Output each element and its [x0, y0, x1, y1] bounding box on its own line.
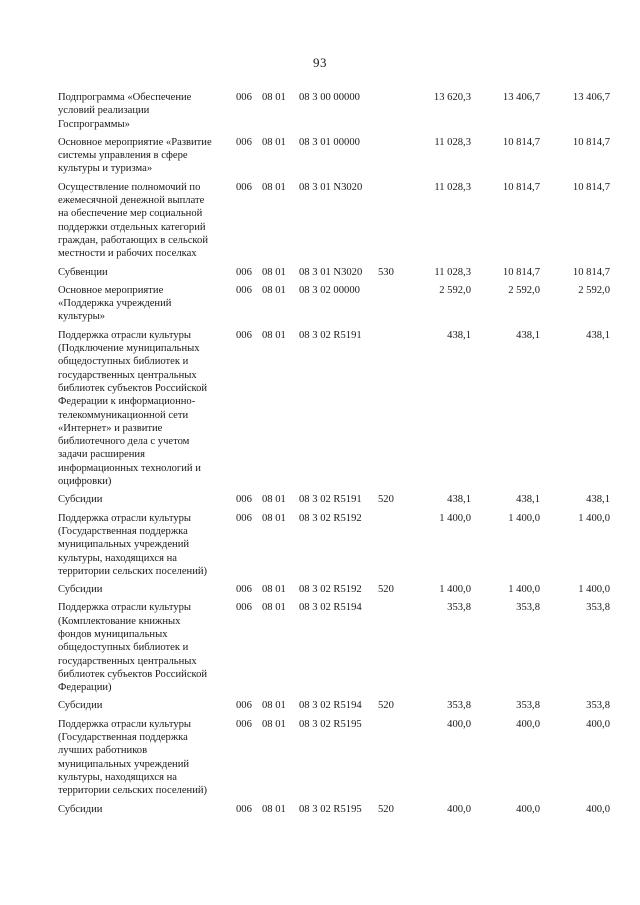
row-name: Субсидии — [58, 494, 103, 506]
row-vedom-code: 006 — [236, 181, 252, 193]
row-amount-year-3: 10 814,7 — [572, 136, 610, 148]
row-amount-year-1: 400,0 — [447, 803, 471, 815]
row-vedom-code: 006 — [236, 700, 252, 712]
row-amount-year-2: 353,8 — [516, 602, 540, 614]
row-target-article: 08 3 02 R5192 — [299, 584, 362, 596]
row-name: Субсидии — [58, 700, 103, 712]
row-name: Поддержка отрасли культуры (Государственная поддержка муниципальных учреждений культуры, находящихся на территории сельских поселений) — [58, 512, 208, 577]
row-vedom-code: 006 — [236, 718, 252, 730]
row-section-code: 08 01 — [262, 266, 286, 278]
table-row — [58, 493, 612, 506]
row-expense-type: 520 — [378, 584, 394, 596]
row-vedom-code: 006 — [236, 584, 252, 596]
row-section-code: 08 01 — [262, 284, 286, 296]
row-amount-year-3: 1 400,0 — [578, 512, 610, 524]
table-row — [58, 583, 612, 596]
row-expense-type: 530 — [378, 266, 394, 278]
row-vedom-code: 006 — [236, 136, 252, 148]
row-section-code: 08 01 — [262, 494, 286, 506]
row-target-article: 08 3 01 N3020 — [299, 181, 363, 193]
row-amount-year-2: 1 400,0 — [508, 584, 540, 596]
row-amount-year-2: 353,8 — [516, 700, 540, 712]
row-name: Поддержка отрасли культуры (Государственная поддержка лучших работников муниципальных учреждений культуры, находящихся на территории сельских поселений) — [58, 718, 208, 797]
page-number: 93 — [313, 55, 327, 70]
row-amount-year-3: 400,0 — [586, 803, 610, 815]
row-vedom-code: 006 — [236, 602, 252, 614]
row-name: Осуществление полномочий по ежемесячной денежной выплате на обеспечение мер социальной поддержки отдельных категорий граждан, работающих в сельской местности и рабочих поселках — [58, 181, 208, 260]
row-section-code: 08 01 — [262, 512, 286, 524]
row-section-code: 08 01 — [262, 92, 286, 103]
row-amount-year-2: 400,0 — [516, 803, 540, 815]
row-amount-year-3: 438,1 — [586, 329, 610, 341]
row-target-article: 08 3 02 R5194 — [299, 602, 362, 614]
row-name: Подпрограмма «Обеспечение условий реализации Госпрограммы» — [58, 92, 192, 130]
row-section-code: 08 01 — [262, 602, 286, 614]
row-vedom-code: 006 — [236, 494, 252, 506]
row-section-code: 08 01 — [262, 329, 286, 341]
table-row — [58, 601, 612, 694]
row-amount-year-3: 1 400,0 — [578, 584, 610, 596]
row-amount-year-2: 1 400,0 — [508, 512, 540, 524]
row-target-article: 08 3 02 R5195 — [299, 718, 362, 730]
row-amount-year-1: 438,1 — [447, 494, 471, 506]
row-section-code: 08 01 — [262, 181, 286, 193]
row-amount-year-2: 13 406,7 — [502, 92, 540, 103]
row-amount-year-1: 2 592,0 — [439, 284, 471, 296]
table-row — [58, 266, 612, 279]
row-amount-year-1: 13 620,3 — [433, 92, 471, 103]
table-row — [58, 699, 612, 712]
row-target-article: 08 3 02 R5192 — [299, 512, 362, 524]
row-amount-year-1: 1 400,0 — [439, 584, 471, 596]
row-section-code: 08 01 — [262, 718, 286, 730]
row-amount-year-3: 353,8 — [586, 602, 610, 614]
row-amount-year-3: 438,1 — [586, 494, 610, 506]
row-expense-type: 520 — [378, 700, 394, 712]
table-row — [58, 91, 612, 131]
table-row — [58, 329, 612, 489]
row-amount-year-2: 400,0 — [516, 718, 540, 730]
table-row — [58, 512, 612, 578]
row-amount-year-2: 2 592,0 — [508, 284, 540, 296]
table-row — [58, 284, 612, 324]
row-vedom-code: 006 — [236, 266, 252, 278]
row-amount-year-1: 438,1 — [447, 329, 471, 341]
row-name: Основное мероприятие «Развитие системы управления в сфере культуры и туризма» — [58, 136, 212, 175]
row-vedom-code: 006 — [236, 284, 252, 296]
row-section-code: 08 01 — [262, 803, 286, 815]
row-vedom-code: 006 — [236, 803, 252, 815]
table-row — [58, 718, 612, 798]
row-amount-year-1: 353,8 — [447, 602, 471, 614]
row-amount-year-3: 10 814,7 — [572, 181, 610, 193]
row-name: Основное мероприятие «Поддержка учреждений культуры» — [58, 284, 172, 323]
row-amount-year-2: 438,1 — [516, 494, 540, 506]
row-amount-year-1: 1 400,0 — [439, 512, 471, 524]
table-row — [58, 803, 612, 816]
row-vedom-code: 006 — [236, 92, 252, 103]
budget-table — [58, 91, 612, 821]
row-amount-year-3: 400,0 — [586, 718, 610, 730]
row-target-article: 08 3 02 R5191 — [299, 494, 362, 506]
row-target-article: 08 3 02 R5195 — [299, 803, 362, 815]
row-target-article: 08 3 02 R5194 — [299, 700, 362, 712]
row-amount-year-3: 353,8 — [586, 700, 610, 712]
row-vedom-code: 006 — [236, 512, 252, 524]
row-amount-year-3: 10 814,7 — [572, 266, 610, 278]
row-amount-year-1: 353,8 — [447, 700, 471, 712]
row-amount-year-2: 438,1 — [516, 329, 540, 341]
row-amount-year-2: 10 814,7 — [502, 181, 540, 193]
row-target-article: 08 3 02 R5191 — [299, 329, 362, 341]
row-section-code: 08 01 — [262, 700, 286, 712]
row-vedom-code: 006 — [236, 329, 252, 341]
row-name: Поддержка отрасли культуры (Комплектование книжных фондов муниципальных общедоступных библиотек и государственных центральных библиотек субъектов Российской Федерации) — [58, 602, 208, 694]
row-amount-year-1: 400,0 — [447, 718, 471, 730]
row-amount-year-1: 11 028,3 — [434, 266, 471, 278]
row-amount-year-3: 2 592,0 — [578, 284, 610, 296]
row-amount-year-1: 11 028,3 — [434, 181, 471, 193]
row-target-article: 08 3 01 00000 — [299, 136, 360, 148]
table-row — [58, 181, 612, 261]
row-amount-year-1: 11 028,3 — [434, 136, 471, 148]
row-name: Поддержка отрасли культуры (Подключение муниципальных общедоступных библиотек и государственных центральных библиотек субъектов Российской Федерации к информационно- телекоммуникационной сети «Интернет» и развитие библиотечного дела с учетом задачи расширения информационных технологий и оцифровки) — [58, 329, 208, 488]
row-name: Субсидии — [58, 803, 103, 815]
row-section-code: 08 01 — [262, 136, 286, 148]
row-amount-year-2: 10 814,7 — [502, 266, 540, 278]
row-name: Субсидии — [58, 584, 103, 596]
row-expense-type: 520 — [378, 803, 394, 815]
row-name: Субвенции — [58, 266, 108, 278]
row-amount-year-3: 13 406,7 — [572, 92, 610, 103]
row-target-article: 08 3 02 00000 — [299, 284, 360, 296]
row-expense-type: 520 — [378, 494, 394, 506]
row-amount-year-2: 10 814,7 — [502, 136, 540, 148]
row-section-code: 08 01 — [262, 584, 286, 596]
table-row — [58, 136, 612, 176]
row-target-article: 08 3 01 N3020 — [299, 266, 363, 278]
row-target-article: 08 3 00 00000 — [299, 92, 360, 103]
